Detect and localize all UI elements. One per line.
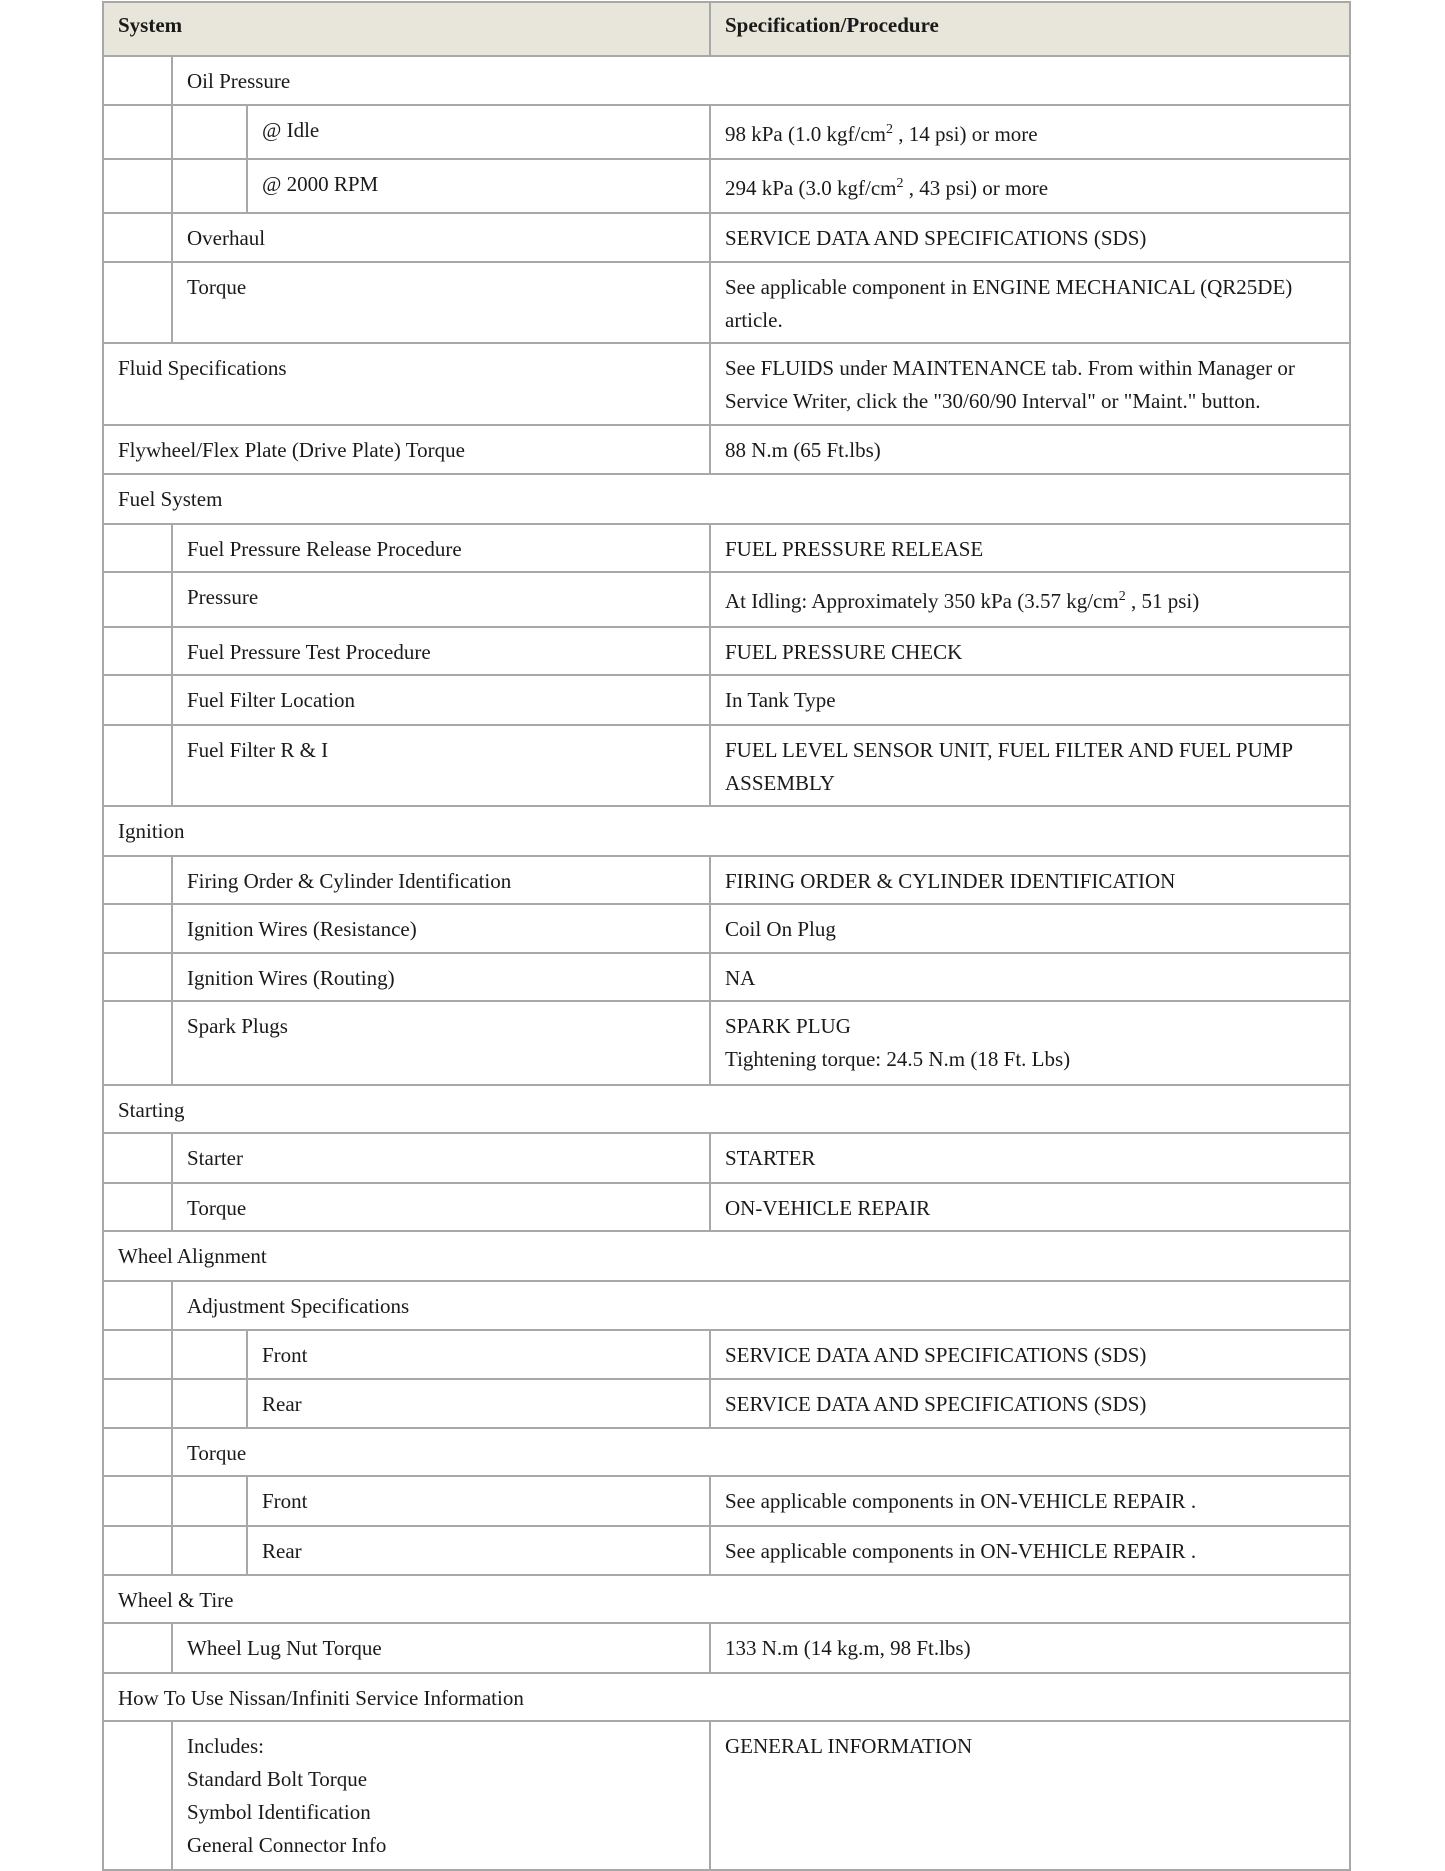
table-row bbox=[103, 1379, 1350, 1428]
row-value: See applicable components in ON-VEHICLE REPAIR . bbox=[710, 1526, 1350, 1575]
row-label: Torque bbox=[172, 1183, 710, 1231]
value-text: , 14 psi) or more bbox=[892, 122, 1038, 146]
row-label: Ignition Wires (Routing) bbox=[172, 953, 710, 1001]
indent-cell bbox=[103, 1133, 172, 1183]
indent-cell bbox=[103, 1526, 172, 1575]
row-label: Front bbox=[247, 1476, 710, 1526]
row-value bbox=[710, 572, 1350, 627]
row-value: GENERAL INFORMATION bbox=[710, 1721, 1350, 1870]
table-row bbox=[103, 1721, 1350, 1870]
header-row bbox=[103, 2, 1350, 56]
row-label: Starter bbox=[172, 1133, 710, 1183]
row-value bbox=[710, 159, 1350, 213]
row-label: Fuel Pressure Release Procedure bbox=[172, 524, 710, 572]
row-value: See FLUIDS under MAINTENANCE tab. From within Manager or Service Writer, click the "30/60/90 Interval" or "Maint." button. bbox=[710, 343, 1350, 425]
indent-cell bbox=[172, 159, 247, 213]
section-label: Ignition bbox=[103, 806, 1350, 856]
indent-cell bbox=[103, 56, 172, 105]
table-row bbox=[103, 572, 1350, 627]
table-row bbox=[103, 806, 1350, 856]
indent-cell bbox=[172, 1379, 247, 1428]
table-row bbox=[103, 1001, 1350, 1085]
header-system: System bbox=[103, 2, 710, 56]
indent-cell bbox=[103, 524, 172, 572]
indent-cell bbox=[103, 1183, 172, 1231]
table-row bbox=[103, 725, 1350, 806]
row-label: Flywheel/Flex Plate (Drive Plate) Torque bbox=[103, 425, 710, 474]
row-label: Spark Plugs bbox=[172, 1001, 710, 1085]
indent-cell bbox=[103, 1330, 172, 1379]
value-line: Tightening torque: 24.5 N.m (18 Ft. Lbs) bbox=[725, 1047, 1071, 1071]
row-value: 88 N.m (65 Ft.lbs) bbox=[710, 425, 1350, 474]
table-row bbox=[103, 262, 1350, 343]
table-row bbox=[103, 56, 1350, 105]
indent-cell bbox=[103, 1379, 172, 1428]
value-superscript: 2 bbox=[1118, 589, 1126, 604]
indent-cell bbox=[172, 105, 247, 159]
row-value: NA bbox=[710, 953, 1350, 1001]
row-value: See applicable component in ENGINE MECHANICAL (QR25DE) article. bbox=[710, 262, 1350, 343]
indent-cell bbox=[103, 213, 172, 262]
section-label: Fuel System bbox=[103, 474, 1350, 524]
table-row bbox=[103, 343, 1350, 425]
label-line: Symbol Identification bbox=[187, 1800, 371, 1824]
indent-cell bbox=[103, 627, 172, 675]
table-row bbox=[103, 1330, 1350, 1379]
indent-cell bbox=[103, 1001, 172, 1085]
section-label: Starting bbox=[103, 1085, 1350, 1133]
section-label: Wheel Alignment bbox=[103, 1231, 1350, 1281]
table-row bbox=[103, 675, 1350, 725]
indent-cell bbox=[103, 725, 172, 806]
row-value: SERVICE DATA AND SPECIFICATIONS (SDS) bbox=[710, 1330, 1350, 1379]
row-label: Torque bbox=[172, 1428, 1350, 1476]
table-row bbox=[103, 425, 1350, 474]
row-label bbox=[172, 1721, 710, 1870]
row-label: Torque bbox=[172, 262, 710, 343]
table-row bbox=[103, 105, 1350, 159]
row-label: Pressure bbox=[172, 572, 710, 627]
row-label: Fuel Pressure Test Procedure bbox=[172, 627, 710, 675]
label-line: General Connector Info bbox=[187, 1833, 387, 1857]
row-value: Coil On Plug bbox=[710, 904, 1350, 953]
indent-cell bbox=[103, 1281, 172, 1330]
indent-cell bbox=[172, 1330, 247, 1379]
label-line: Standard Bolt Torque bbox=[187, 1767, 368, 1791]
table-row bbox=[103, 1281, 1350, 1330]
row-label: Adjustment Specifications bbox=[172, 1281, 1350, 1330]
row-value: SERVICE DATA AND SPECIFICATIONS (SDS) bbox=[710, 1379, 1350, 1428]
value-superscript: 2 bbox=[885, 122, 893, 137]
row-value: In Tank Type bbox=[710, 675, 1350, 725]
indent-cell bbox=[103, 1476, 172, 1526]
table-row bbox=[103, 1623, 1350, 1673]
table-row bbox=[103, 1526, 1350, 1575]
indent-cell bbox=[103, 953, 172, 1001]
row-label: @ Idle bbox=[247, 105, 710, 159]
table-row bbox=[103, 856, 1350, 904]
table-row bbox=[103, 1673, 1350, 1721]
spec-table bbox=[102, 1, 1351, 1871]
row-label: Wheel Lug Nut Torque bbox=[172, 1623, 710, 1673]
value-text: 98 kPa (1.0 kgf/cm bbox=[725, 122, 886, 146]
table-row bbox=[103, 1231, 1350, 1281]
section-label: How To Use Nissan/Infiniti Service Information bbox=[103, 1673, 1350, 1721]
row-value: FUEL PRESSURE CHECK bbox=[710, 627, 1350, 675]
table-row bbox=[103, 213, 1350, 262]
row-value: See applicable components in ON-VEHICLE REPAIR . bbox=[710, 1476, 1350, 1526]
table-row bbox=[103, 1183, 1350, 1231]
row-value: 133 N.m (14 kg.m, 98 Ft.lbs) bbox=[710, 1623, 1350, 1673]
row-value: FUEL LEVEL SENSOR UNIT, FUEL FILTER AND FUEL PUMP ASSEMBLY bbox=[710, 725, 1350, 806]
row-label: @ 2000 RPM bbox=[247, 159, 710, 213]
table-row bbox=[103, 904, 1350, 953]
table-row bbox=[103, 1428, 1350, 1476]
table-row bbox=[103, 524, 1350, 572]
row-label: Ignition Wires (Resistance) bbox=[172, 904, 710, 953]
row-label: Oil Pressure bbox=[172, 56, 1350, 105]
row-label: Fluid Specifications bbox=[103, 343, 710, 425]
indent-cell bbox=[103, 572, 172, 627]
indent-cell bbox=[103, 105, 172, 159]
row-value: ON-VEHICLE REPAIR bbox=[710, 1183, 1350, 1231]
table-row bbox=[103, 1085, 1350, 1133]
value-text: 294 kPa (3.0 kgf/cm bbox=[725, 176, 897, 200]
row-value: FIRING ORDER & CYLINDER IDENTIFICATION bbox=[710, 856, 1350, 904]
label-line: Includes: bbox=[187, 1734, 264, 1758]
indent-cell bbox=[103, 1721, 172, 1870]
indent-cell bbox=[103, 262, 172, 343]
table-row bbox=[103, 627, 1350, 675]
row-value bbox=[710, 1001, 1350, 1085]
row-label: Overhaul bbox=[172, 213, 710, 262]
table-row bbox=[103, 1575, 1350, 1623]
indent-cell bbox=[103, 856, 172, 904]
row-label: Front bbox=[247, 1330, 710, 1379]
row-value bbox=[710, 105, 1350, 159]
value-text: , 43 psi) or more bbox=[903, 176, 1049, 200]
indent-cell bbox=[103, 1623, 172, 1673]
row-value: STARTER bbox=[710, 1133, 1350, 1183]
row-value: SERVICE DATA AND SPECIFICATIONS (SDS) bbox=[710, 213, 1350, 262]
indent-cell bbox=[172, 1476, 247, 1526]
value-text: At Idling: Approximately 350 kPa (3.57 kg/cm bbox=[725, 589, 1119, 613]
indent-cell bbox=[103, 159, 172, 213]
table-row bbox=[103, 159, 1350, 213]
value-superscript: 2 bbox=[896, 176, 904, 191]
value-text: , 51 psi) bbox=[1125, 589, 1200, 613]
indent-cell bbox=[103, 904, 172, 953]
table-row bbox=[103, 1133, 1350, 1183]
row-label: Fuel Filter Location bbox=[172, 675, 710, 725]
section-label: Wheel & Tire bbox=[103, 1575, 1350, 1623]
row-label: Firing Order & Cylinder Identification bbox=[172, 856, 710, 904]
indent-cell bbox=[103, 1428, 172, 1476]
table-row bbox=[103, 1476, 1350, 1526]
value-line: SPARK PLUG bbox=[725, 1014, 851, 1038]
row-label: Fuel Filter R & I bbox=[172, 725, 710, 806]
header-spec: Specification/Procedure bbox=[710, 2, 1350, 56]
row-label: Rear bbox=[247, 1526, 710, 1575]
indent-cell bbox=[103, 675, 172, 725]
row-value: FUEL PRESSURE RELEASE bbox=[710, 524, 1350, 572]
indent-cell bbox=[172, 1526, 247, 1575]
table-row bbox=[103, 953, 1350, 1001]
row-label: Rear bbox=[247, 1379, 710, 1428]
table-row bbox=[103, 474, 1350, 524]
